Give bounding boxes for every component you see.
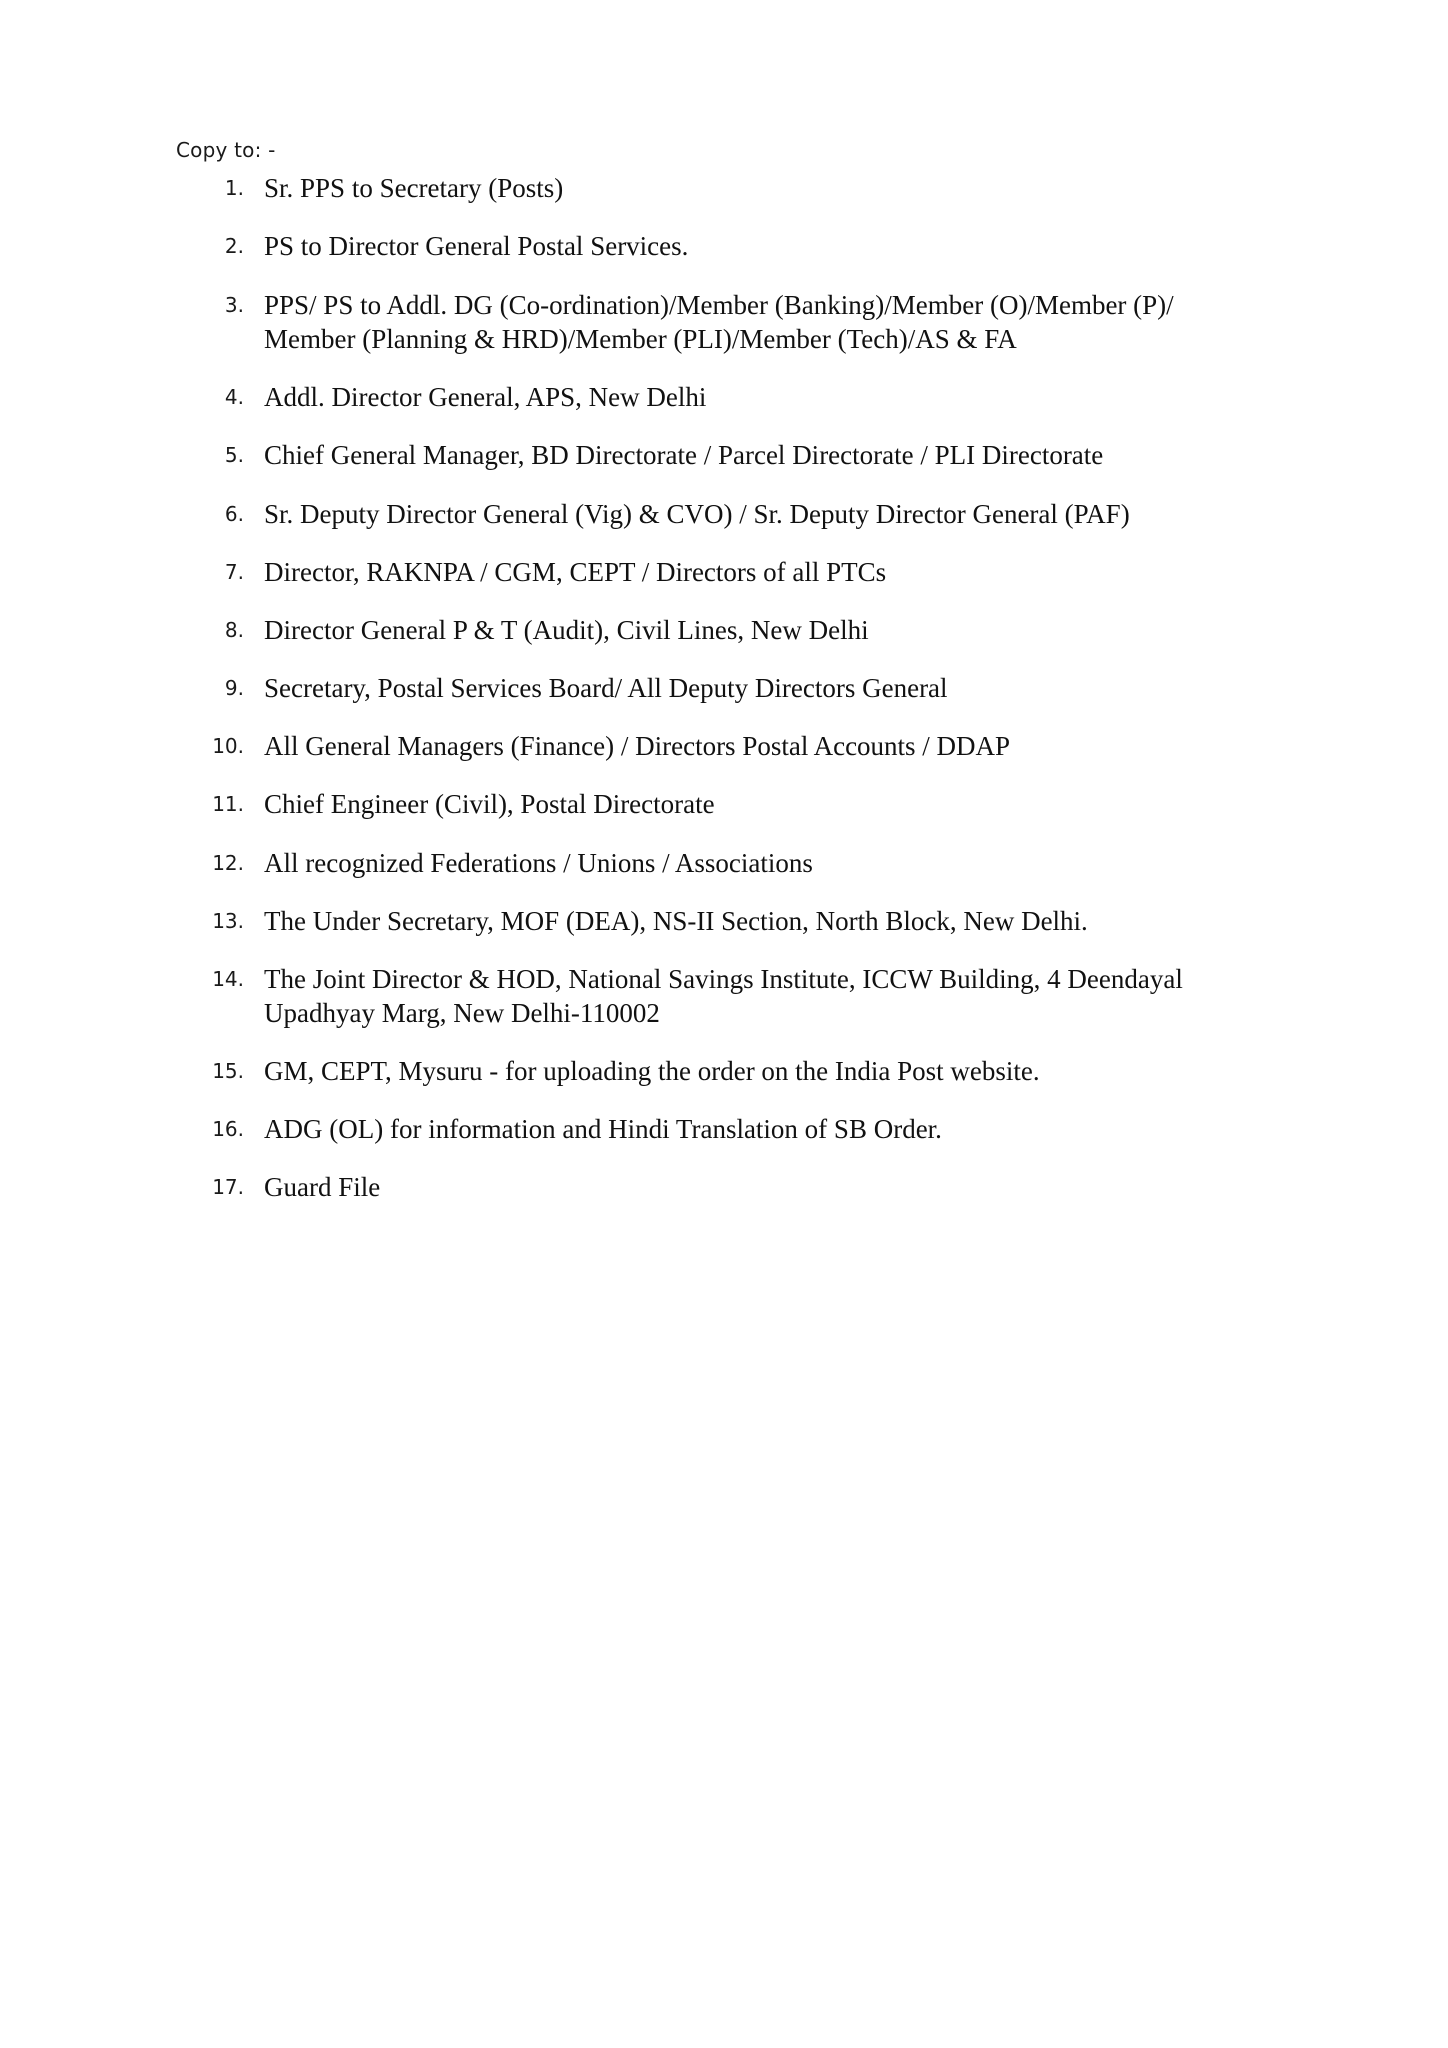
item-text: Sr. PPS to Secretary (Posts) [264, 173, 564, 203]
item-text: Chief Engineer (Civil), Postal Directorate [264, 789, 715, 819]
item-text: All recognized Federations / Unions / Associations [264, 848, 813, 878]
item-number: 16. [212, 1117, 244, 1141]
item-text: Director, RAKNPA / CGM, CEPT / Directors of all PTCs [264, 557, 887, 587]
item-text: Chief General Manager, BD Directorate / Parcel Directorate / PLI Directorate [264, 440, 1104, 470]
item-number: 2. [224, 234, 244, 258]
item-text: PS to Director General Postal Services. [264, 231, 689, 261]
item-number: 14. [212, 967, 244, 991]
item-text: All General Managers (Finance) / Directors Postal Accounts / DDAP [264, 731, 1011, 761]
item-number: 5. [224, 443, 244, 467]
item-number: 8. [224, 618, 244, 642]
item-number: 4. [224, 385, 244, 409]
item-number: 13. [212, 909, 244, 933]
item-number: 11. [212, 792, 244, 816]
item-number: 17. [212, 1175, 244, 1199]
item-text: GM, CEPT, Mysuru - for uploading the order on the India Post website. [264, 1056, 1040, 1086]
item-text: Director General P & T (Audit), Civil Lines, New Delhi [264, 615, 869, 645]
item-number: 12. [212, 851, 244, 875]
copy-to-heading: Copy to: - [176, 138, 276, 162]
item-number: 10. [212, 734, 244, 758]
item-number: 6. [224, 502, 244, 526]
item-number: 9. [224, 676, 244, 700]
item-text: Addl. Director General, APS, New Delhi [264, 382, 707, 412]
item-text: Sr. Deputy Director General (Vig) & CVO) / Sr. Deputy Director General (PAF) [264, 499, 1130, 529]
item-text: ADG (OL) for information and Hindi Translation of SB Order. [264, 1114, 942, 1144]
item-text: Secretary, Postal Services Board/ All Deputy Directors General [264, 673, 948, 703]
item-number: 1. [224, 176, 244, 200]
item-text: The Joint Director & HOD, National Savings Institute, ICCW Building, 4 Deendayal Upadhyay Marg, New Delhi-110002 [264, 964, 1183, 1028]
item-number: 3. [224, 293, 244, 317]
item-number: 7. [224, 560, 244, 584]
item-text: The Under Secretary, MOF (DEA), NS-II Section, North Block, New Delhi. [264, 906, 1088, 936]
item-text: Guard File [264, 1172, 381, 1202]
item-text: PPS/ PS to Addl. DG (Co-ordination)/Member (Banking)/Member (O)/Member (P)/ Member (Planning & HRD)/Member (PLI)/Member (Tech)/AS & FA [264, 290, 1174, 354]
item-number: 15. [212, 1059, 244, 1083]
